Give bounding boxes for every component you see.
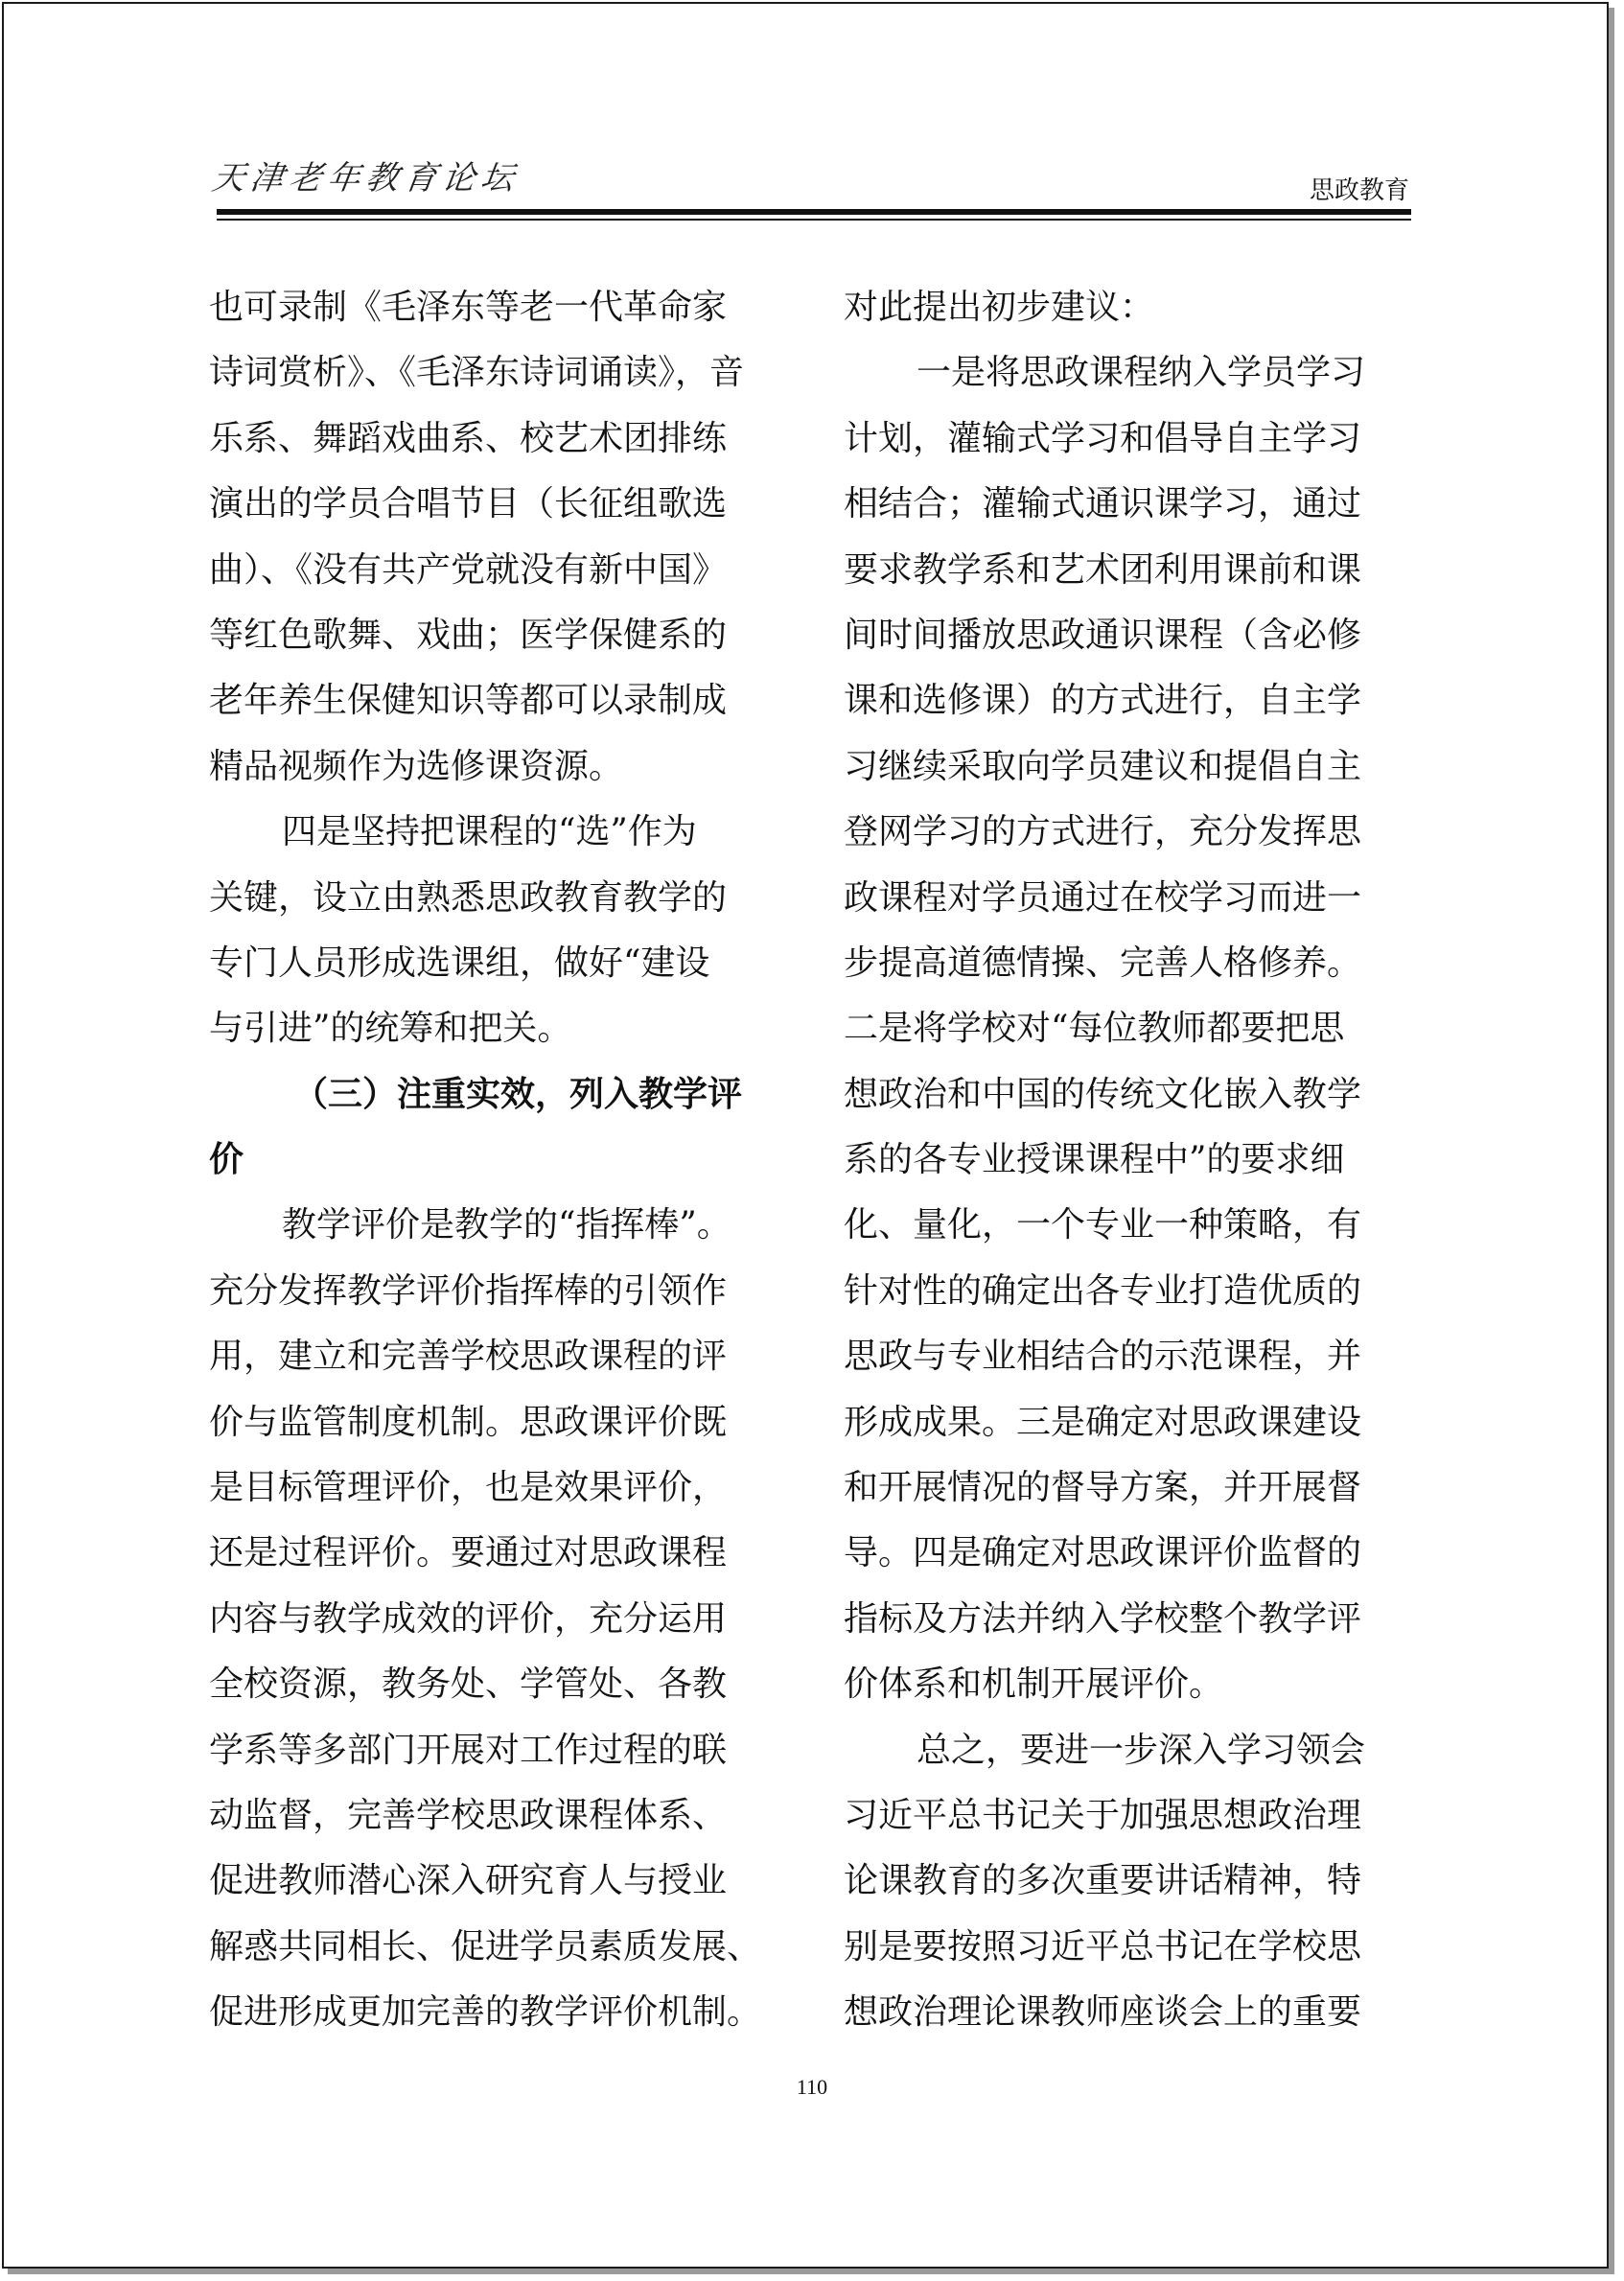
section-heading-line: 价 xyxy=(209,1140,244,1180)
text-line: 促进教师潜心深入研究育人与授业 xyxy=(209,1861,728,1901)
header-rule xyxy=(217,209,1411,215)
text-line: 步提高道德情操、完善人格修养。 xyxy=(844,943,1362,983)
text-line: 关键，设立由熟悉思政教育教学的 xyxy=(209,877,728,918)
text-line: 计划，灌输式学习和倡导自主学习 xyxy=(844,418,1362,458)
text-line: 用，建立和完善学校思政课程的评 xyxy=(209,1337,728,1377)
header-rule-thin xyxy=(217,219,1411,221)
text-line: 精品视频作为选修课资源。 xyxy=(209,746,624,786)
text-line: 解惑共同相长、促进学员素质发展、 xyxy=(209,1926,762,1967)
text-line: 动监督，完善学校思政课程体系、 xyxy=(209,1795,728,1835)
text-line: 教学评价是教学的“指挥棒”。 xyxy=(282,1205,731,1245)
text-line: 学系等多部门开展对工作过程的联 xyxy=(209,1730,728,1770)
text-line: 全校资源，教务处、学管处、各教 xyxy=(209,1664,728,1705)
text-line: 演出的学员合唱节目（长征组歌选 xyxy=(209,484,728,524)
left-column xyxy=(209,275,794,2046)
text-line: 也可录制《毛泽东等老一代革命家 xyxy=(209,288,728,327)
text-line: 和开展情况的督导方案，并开展督 xyxy=(844,1468,1362,1508)
text-line: 四是坚持把课程的“选”作为 xyxy=(282,812,697,852)
text-line: 想政治和中国的传统文化嵌入教学 xyxy=(844,1074,1362,1114)
text-line: 思政与专业相结合的示范课程，并 xyxy=(844,1337,1362,1377)
section-heading-line: （三）注重实效，列入教学评 xyxy=(293,1074,743,1114)
text-line: 政课程对学员通过在校学习而进一 xyxy=(844,877,1362,918)
text-line: 课和选修课）的方式进行，自主学 xyxy=(844,681,1362,721)
text-line: 间时间播放思政通识课程（含必修 xyxy=(844,615,1362,655)
journal-logo: 天津老年教育论坛 xyxy=(209,159,522,198)
text-line: 价体系和机制开展评价。 xyxy=(844,1664,1224,1705)
text-line: 与引进”的统筹和把关。 xyxy=(209,1009,572,1049)
text-line: 化、量化，一个专业一种策略，有 xyxy=(844,1205,1362,1245)
text-line: 别是要按照习近平总书记在学校思 xyxy=(844,1926,1362,1967)
text-line: 习近平总书记关于加强思想政治理 xyxy=(844,1795,1362,1835)
text-line: 曲）、《没有共产党就没有新中国》 xyxy=(209,549,728,590)
text-line: 一是将思政课程纳入学员学习 xyxy=(916,353,1366,393)
text-line: 要求教学系和艺术团利用课前和课 xyxy=(844,549,1362,590)
text-line: 促进形成更加完善的教学评价机制。 xyxy=(209,1992,762,2033)
text-line: 内容与教学成效的评价，充分运用 xyxy=(209,1598,728,1639)
right-column xyxy=(844,275,1411,2046)
text-line: 专门人员形成选课组，做好“建设 xyxy=(209,943,710,983)
text-line: 还是过程评价。要通过对思政课程 xyxy=(209,1533,728,1573)
text-line: 相结合；灌输式通识课学习，通过 xyxy=(844,484,1362,524)
text-line: 价与监管制度机制。思政课评价既 xyxy=(209,1402,728,1442)
text-line: 登网学习的方式进行，充分发挥思 xyxy=(844,812,1362,852)
text-line: 习继续采取向学员建议和提倡自主 xyxy=(844,746,1362,786)
text-line: 针对性的确定出各专业打造优质的 xyxy=(844,1270,1362,1311)
text-line: 二是将学校对“每位教师都要把思 xyxy=(844,1009,1345,1049)
section-label: 思政教育 xyxy=(1309,176,1409,205)
text-line: 老年养生保健知识等都可以录制成 xyxy=(209,681,728,721)
text-line: 是目标管理评价，也是效果评价， xyxy=(209,1468,728,1508)
text-line: 论课教育的多次重要讲话精神，特 xyxy=(844,1861,1362,1901)
page-number: 110 xyxy=(796,2075,828,2099)
text-line: 导。四是确定对思政课评价监督的 xyxy=(844,1533,1362,1573)
text-line: 对此提出初步建议： xyxy=(844,288,1155,327)
text-line: 充分发挥教学评价指挥棒的引领作 xyxy=(209,1270,728,1311)
text-line: 乐系、舞蹈戏曲系、校艺术团排练 xyxy=(209,418,728,458)
text-line: 等红色歌舞、戏曲；医学保健系的 xyxy=(209,615,728,655)
text-line: 总之，要进一步深入学习领会 xyxy=(916,1730,1366,1770)
text-line: 诗词赏析》、《毛泽东诗词诵读》，音 xyxy=(209,353,745,393)
text-line: 想政治理论课教师座谈会上的重要 xyxy=(844,1992,1362,2033)
text-line: 指标及方法并纳入学校整个教学评 xyxy=(844,1598,1362,1639)
text-line: 系的各专业授课课程中”的要求细 xyxy=(844,1140,1345,1180)
text-line: 形成成果。三是确定对思政课建设 xyxy=(844,1402,1362,1442)
